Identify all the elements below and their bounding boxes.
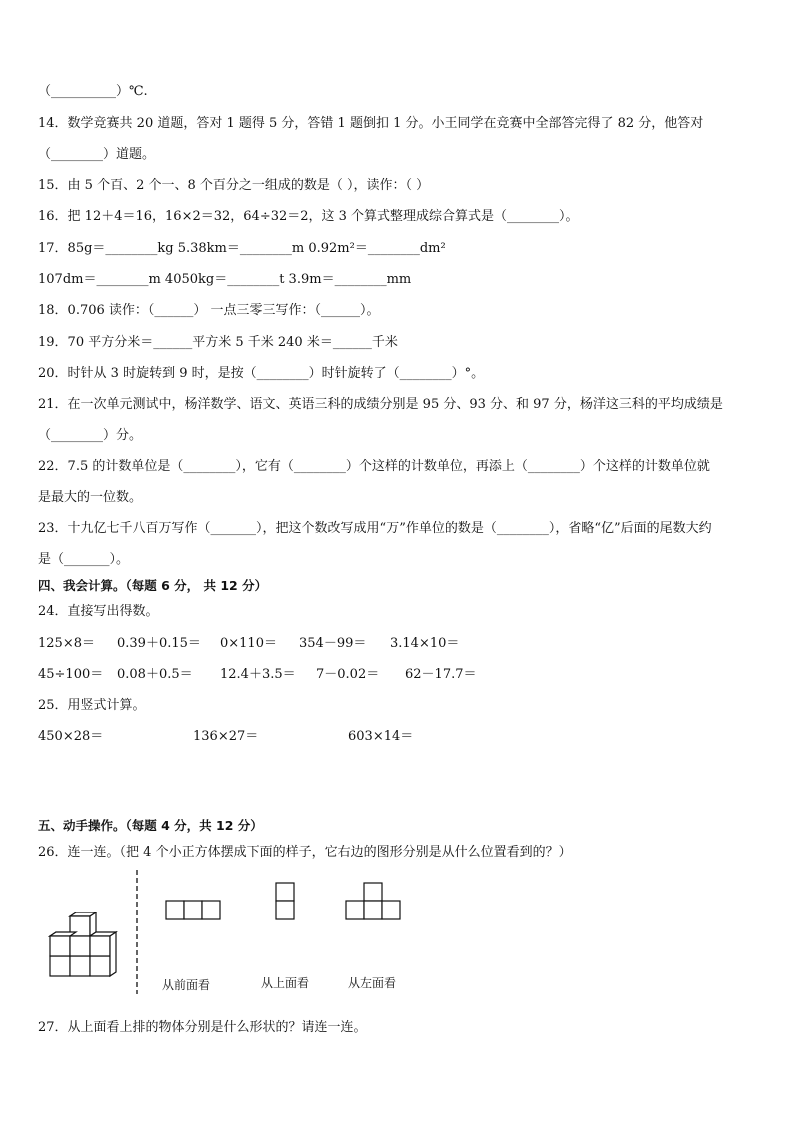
question-23-line2: 是（_______）。	[38, 552, 130, 567]
question-17-line1: 17．85g＝________kg 5.38km＝________m 0.92m²＝________dm²	[38, 241, 446, 256]
question-15: 15．由 5 个百、2 个一、8 个百分之一组成的数是（ ），读作：（ ）	[38, 178, 430, 193]
calc-item: 12.4＋3.5＝	[220, 667, 296, 682]
question-21-line1: 21．在一次单元测试中，杨洋数学、语文、英语三科的成绩分别是 95 分、93 分、和 97 分，杨洋这三科的平均成绩是	[38, 397, 723, 412]
cube-stack-figure	[44, 912, 128, 980]
calc-item: 354－99＝	[299, 636, 367, 651]
view-three-in-row	[165, 899, 223, 921]
question-19: 19．70 平方分米＝______平方米 5 千米 240 米＝______千米	[38, 335, 398, 350]
question-22-line1: 22．7.5 的计数单位是（________），它有（________）个这样的计数单位，再添上（________）个这样的计数单位就	[38, 459, 710, 474]
calc-item: 62－17.7＝	[405, 667, 477, 682]
calc-item: 0.39＋0.15＝	[117, 636, 201, 651]
question-24: 24．直接写出得数。	[38, 604, 159, 619]
view-label-top: 从上面看	[261, 976, 310, 990]
question-14-line2: （________）道题。	[38, 147, 156, 162]
calc-item: 45÷100＝	[38, 667, 104, 682]
view-two-stacked	[274, 882, 296, 922]
dashed-divider	[134, 870, 140, 994]
section-4-heading: 四、我会计算。（每题 6 分， 共 12 分）	[38, 578, 268, 593]
calc-item: 125×8＝	[38, 636, 95, 651]
calc-item: 3.14×10＝	[390, 636, 460, 651]
question-14-line1: 14．数学竞赛共 20 道题，答对 1 题得 5 分，答错 1 题倒扣 1 分。小王同学在竞赛中全部答完得了 82 分，他答对	[38, 116, 704, 131]
question-26: 26．连一连。（把 4 个小正方体摆成下面的样子，它右边的图形分别是从什么位置看到的？）	[38, 845, 572, 860]
question-17-line2: 107dm＝________m 4050kg＝________t 3.9m＝________mm	[38, 272, 412, 287]
question-25: 25．用竖式计算。	[38, 698, 146, 713]
question-23-line1: 23．十九亿七千八百万写作（_______），把这个数改写成用“万”作单位的数是（________），省略“亿”后面的尾数大约	[38, 521, 712, 536]
calc-item: 7－0.02＝	[316, 667, 380, 682]
question-21-line2: （________）分。	[38, 428, 143, 443]
calc-item: 0.08＋0.5＝	[117, 667, 193, 682]
view-t-shape	[345, 882, 403, 922]
column-calc-item: 603×14＝	[348, 729, 414, 744]
question-18: 18．0.706 读作：（______） 一点三零三写作：（______）。	[38, 303, 380, 318]
column-calc-item: 450×28＝	[38, 729, 104, 744]
question-22-line2: 是最大的一位数。	[38, 490, 143, 505]
calc-item: 0×110＝	[220, 636, 277, 651]
view-label-front: 从前面看	[162, 978, 211, 992]
question-20: 20．时针从 3 时旋转到 9 时，是按（________）时针旋转了（________）°。	[38, 366, 485, 381]
line-celsius: （__________）℃.	[38, 84, 148, 99]
column-calc-item: 136×27＝	[193, 729, 259, 744]
view-label-left: 从左面看	[348, 976, 397, 990]
question-27: 27．从上面看上排的物体分别是什么形状的？请连一连。	[38, 1020, 367, 1035]
question-16: 16．把 12＋4＝16，16×2＝32，64÷32＝2，这 3 个算式整理成综合算式是（________）。	[38, 209, 579, 224]
section-5-heading: 五、动手操作。（每题 4 分，共 12 分）	[38, 818, 263, 833]
